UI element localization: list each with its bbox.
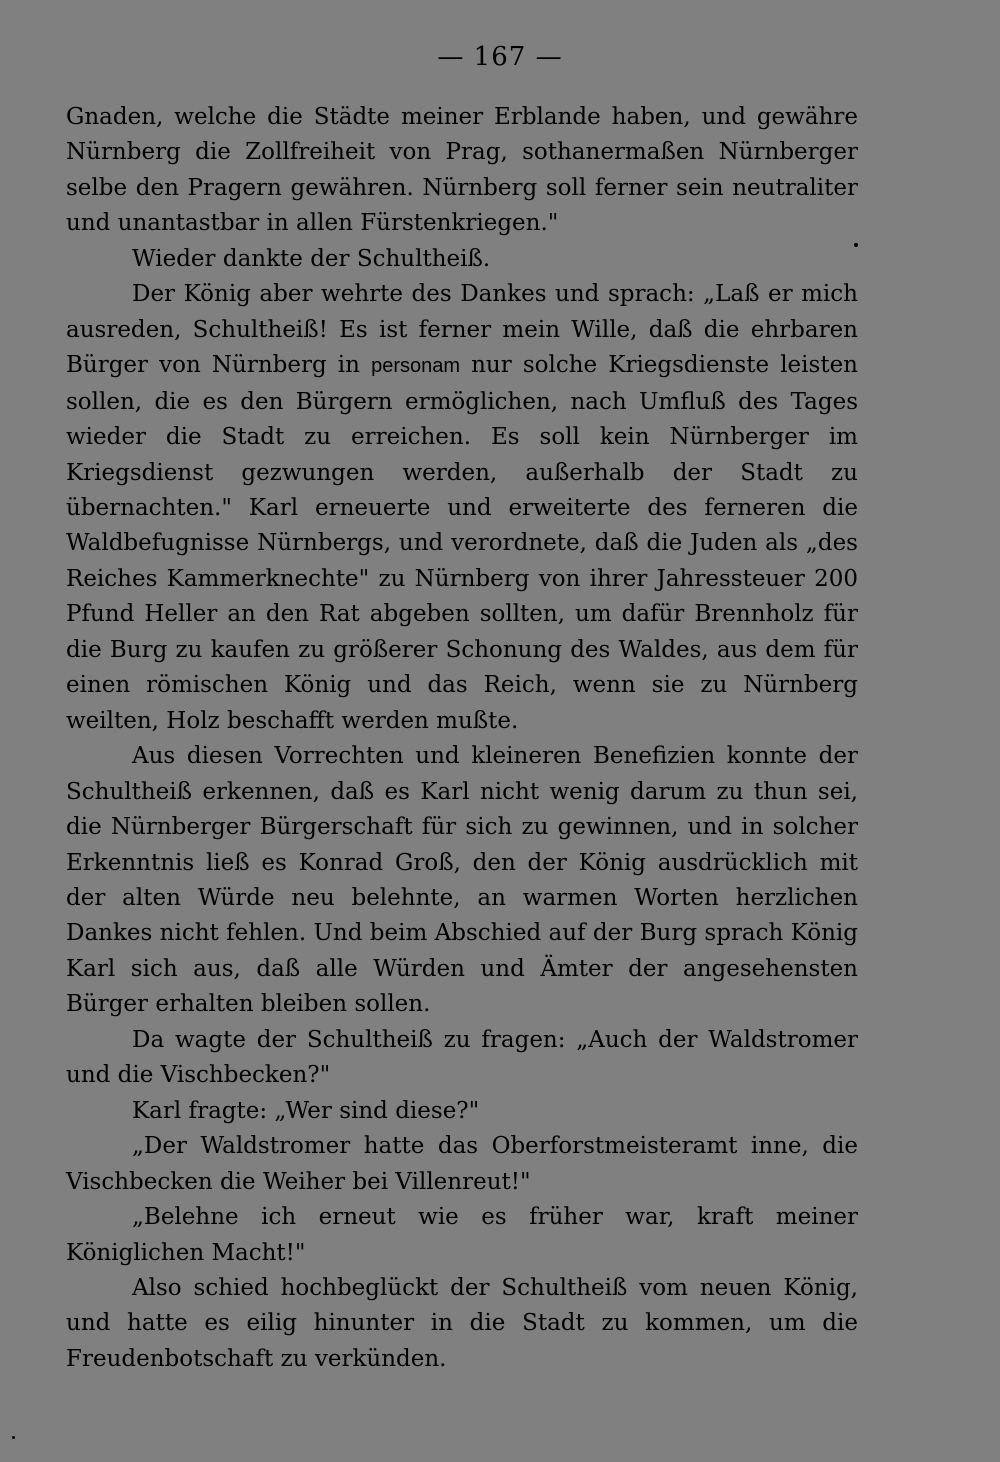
page-number: — 167 — [437, 42, 563, 72]
page-text [66, 100, 858, 1377]
paragraph-7: „Der Waldstromer hatte das Oberforstmeisteramt inne, die Vischbecken die Weiher bei Villenreut!" [66, 1133, 858, 1195]
ink-speck [12, 1436, 15, 1439]
ink-speck [854, 243, 858, 247]
paragraph-6: Karl fragte: „Wer sind diese?" [132, 1097, 480, 1124]
paragraph-4: Aus diesen Vorrechten und kleineren Benefizien konnte der Schultheiß erkennen, daß es Karl nicht wenig darum zu thun sei, die Nürnberger Bürgerschaft für sich zu gewinnen, und in solcher Erkenntnis ließ es Konrad Groß, den der König ausdrücklich mit der alten Würde neu belehnte, an warmen Worten herzlichen Dankes nicht fehlen. Und beim Abschied auf der Burg sprach König Karl sich aus, daß alle Würden und Ämter der angesehensten Bürger erhalten bleiben sollen. [66, 743, 858, 1018]
paragraph-1: Gnaden, welche die Städte meiner Erblande haben, und gewähre Nürnberg die Zollfreiheit von Prag, sothanermaßen Nürnberger selbe den Pragern gewähren. Nürnberg soll ferner sein neutraliter und unantastbar in allen Fürstenkriegen." [66, 104, 858, 237]
paragraph-3-end: nur solche Kriegsdienste leisten sollen, die es den Bürgern ermöglichen, nach Umfluß des Tages wieder die Stadt zu erreichen. Es soll kein Nürnberger im Kriegsdienst gezwungen werden, außerhalb der Stadt zu übernachten." Karl erneuerte und erweiterte des ferneren die Waldbefugnisse Nürnbergs, und verordnete, daß die Juden als „des Reiches Kammerknechte" zu Nürnberg von ihrer Jahressteuer 200 Pfund Heller an den Rat abgeben sollten, um dafür Brennholz für die Burg zu kaufen zu größerer Schonung des Waldes, aus dem für einen römischen König und das Reich, wenn sie zu Nürnberg weilten, Holz beschafft werden mußte. [66, 352, 858, 734]
latin-term: personam [371, 355, 461, 378]
paragraph-3-start: Der König aber wehrte des Dankes und sprach: „Laß er mich ausreden, Schultheiß! Es ist ferner mein Wille, daß die ehrbaren Bürger von Nürnberg in [66, 281, 858, 379]
paragraph-2: Wieder dankte der Schultheiß. [132, 245, 491, 272]
paragraph-8: „Belehne ich erneut wie es früher war, kraft meiner Königlichen Macht!" [66, 1204, 858, 1266]
paragraph-9: Also schied hochbeglückt der Schultheiß vom neuen König, und hatte es eilig hinunter in die Stadt zu kommen, um die Freudenbotschaft zu verkünden. [66, 1274, 858, 1372]
paragraph-3 [66, 277, 858, 739]
paragraph-5: Da wagte der Schultheiß zu fragen: „Auch der Waldstromer und die Vischbecken?" [66, 1026, 858, 1089]
